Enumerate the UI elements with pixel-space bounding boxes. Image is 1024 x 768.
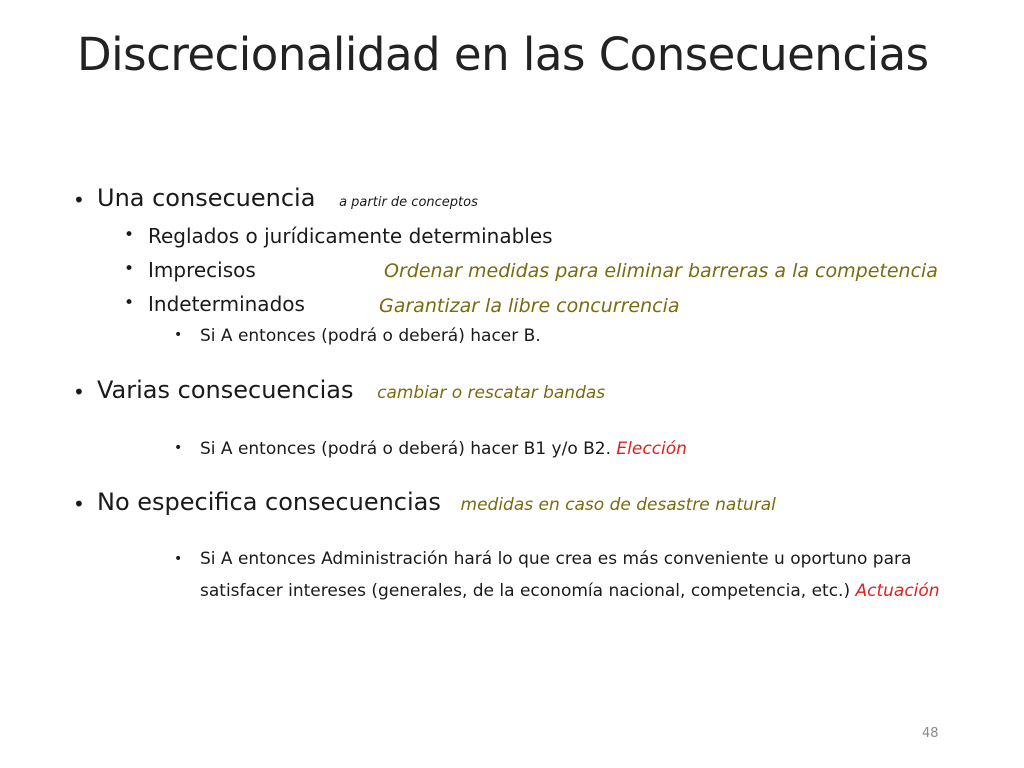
item-text: Si A entonces (podrá o deberá) hacer B.	[200, 326, 541, 346]
item-text: No especifica consecuencias	[97, 488, 441, 516]
bullet-icon: •	[124, 259, 135, 279]
list-item-si-a-b	[200, 326, 541, 346]
list-item-no-especifica	[97, 488, 776, 516]
item-note: Ordenar medidas para eliminar barreras a la competencia	[384, 260, 938, 282]
item-text: Si A entonces Administración hará lo que crea es más conveniente u oportuno para satisfacer intereses (generales, de la economía nacional, competencia, etc.)	[200, 549, 912, 601]
page-number: 48	[922, 726, 939, 741]
item-note: medidas en caso de desastre natural	[460, 495, 776, 515]
item-text: Varias consecuencias	[97, 376, 354, 404]
bullet-icon: •	[124, 293, 135, 313]
item-note: cambiar o rescatar bandas	[377, 383, 606, 403]
item-highlight: Elección	[616, 439, 687, 459]
slide-title: Discrecionalidad en las Consecuencias	[77, 28, 929, 81]
bullet-icon: •	[73, 380, 85, 404]
list-item-reglados	[148, 224, 553, 248]
item-text: Una consecuencia	[97, 184, 316, 212]
list-item-si-a-administracion	[200, 543, 945, 607]
bullet-icon: •	[174, 551, 183, 567]
item-note: a partir de conceptos	[339, 195, 478, 210]
list-item-imprecisos	[148, 258, 256, 282]
item-highlight: Actuación	[855, 581, 940, 601]
list-item-indeterminados	[148, 292, 305, 316]
item-note: Garantizar la libre concurrencia	[379, 295, 680, 317]
item-text: Indeterminados	[148, 292, 305, 316]
list-item-una-consecuencia	[97, 184, 478, 212]
bullet-icon: •	[124, 225, 135, 245]
bullet-icon: •	[73, 492, 85, 516]
item-text: Reglados o jurídicamente determinables	[148, 224, 553, 248]
item-text: Si A entonces (podrá o deberá) hacer B1 y/o B2.	[200, 439, 612, 459]
list-item-si-a-b1-b2	[200, 439, 687, 459]
list-item-varias-consecuencias	[97, 376, 605, 404]
bullet-icon: •	[73, 188, 85, 212]
bullet-icon: •	[174, 440, 183, 456]
item-text: Imprecisos	[148, 258, 256, 282]
bullet-icon: •	[174, 327, 183, 343]
